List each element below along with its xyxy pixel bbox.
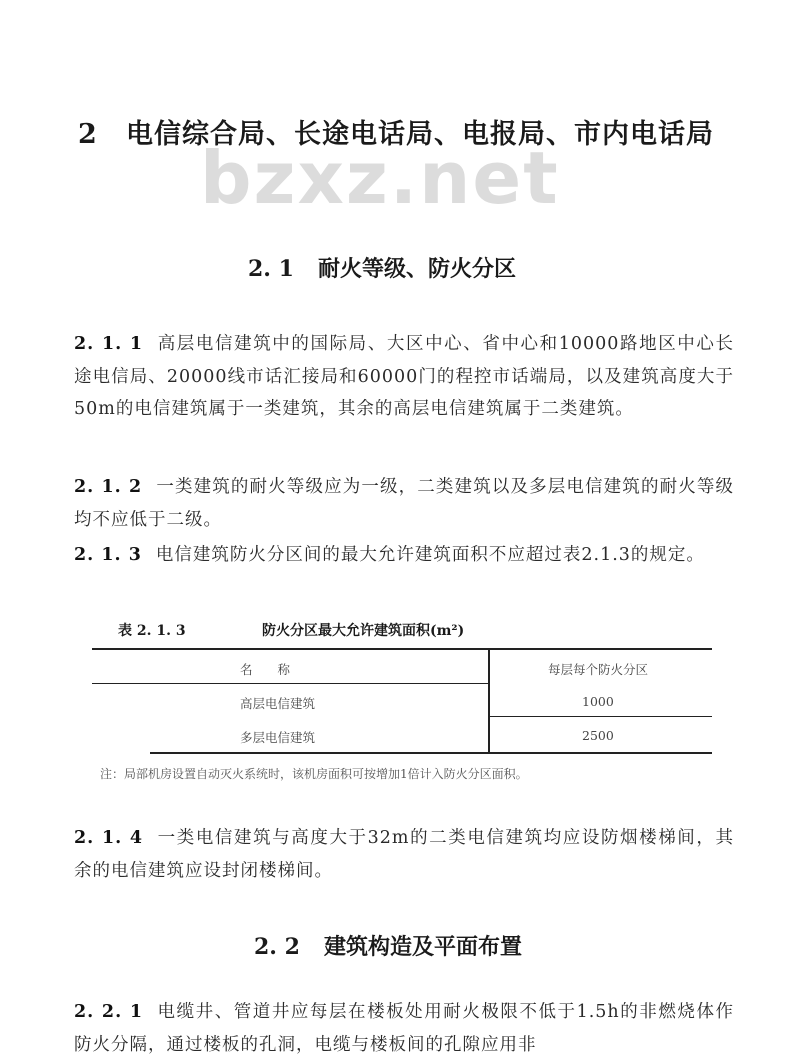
table-cell-name: 高层电信建筑 xyxy=(240,696,316,711)
chapter-number: 2 xyxy=(78,119,98,150)
clause-text: 一类建筑的耐火等级应为一级，二类建筑以及多层电信建筑的耐火等级均不应低于二级。 xyxy=(74,477,735,530)
clause-text: 电信建筑防火分区间的最大允许建筑面积不应超过表2.1.3的规定。 xyxy=(155,545,705,565)
section-title: 耐火等级、防火分区 xyxy=(318,256,517,282)
clause-number: 2. 2. 1 xyxy=(74,1002,143,1022)
table-header-rule xyxy=(92,683,488,684)
table-row-rule xyxy=(488,716,712,717)
table-header-name: 名 称 xyxy=(240,662,291,677)
clause-number: 2. 1. 1 xyxy=(74,334,144,354)
section-number: 2. 1 xyxy=(248,256,294,282)
table-number: 表 2. 1. 3 xyxy=(118,623,186,639)
table-header-value: 每层每个防火分区 xyxy=(548,662,649,677)
clause-text: 高层电信建筑中的国际局、大区中心、省中心和10000路地区中心长途电信局、20000线市话汇接局和60000门的程控市话端局，以及建筑高度大于50m的电信建筑属于一类建筑，其余的高层电信建筑属于二类建筑。 xyxy=(74,334,735,419)
table-column-divider xyxy=(488,648,490,752)
table-title: 防火分区最大允许建筑面积(m²) xyxy=(262,623,465,639)
table-top-rule xyxy=(92,648,712,650)
clause-number: 2. 1. 2 xyxy=(74,477,143,497)
table-bottom-rule xyxy=(150,752,712,754)
table-cell-name: 多层电信建筑 xyxy=(240,730,316,745)
clause-2-1-4 xyxy=(74,822,734,887)
clause-2-2-1 xyxy=(74,996,734,1061)
section-number: 2. 2 xyxy=(254,934,300,960)
table-cell-value: 2500 xyxy=(582,728,614,743)
table-note: 注：局部机房设置自动灭火系统时，该机房面积可按增加1倍计入防火分区面积。 xyxy=(100,767,528,781)
clause-2-1-2 xyxy=(74,471,734,536)
section-title: 建筑构造及平面布置 xyxy=(324,934,523,960)
clause-number: 2. 1. 3 xyxy=(74,545,142,565)
chapter-title: 电信综合局、长途电话局、电报局、市内电话局 xyxy=(126,119,714,150)
clause-2-1-1 xyxy=(74,328,734,426)
clause-text: 电缆井、管道井应每层在楼板处用耐火极限不低于1.5h的非燃烧体作防火分隔，通过楼板的孔洞，电缆与楼板间的孔隙应用非 xyxy=(74,1002,734,1055)
section-heading-2-1 xyxy=(248,252,516,283)
clause-text: 一类电信建筑与高度大于32m的二类电信建筑均应设防烟楼梯间，其余的电信建筑应设封闭楼梯间。 xyxy=(74,828,734,881)
table-cell-value: 1000 xyxy=(582,694,614,709)
section-heading-2-2 xyxy=(254,930,522,961)
clause-number: 2. 1. 4 xyxy=(74,828,144,848)
clause-2-1-3 xyxy=(74,539,734,572)
watermark: bzxz.net xyxy=(200,136,560,220)
chapter-heading xyxy=(78,112,714,151)
